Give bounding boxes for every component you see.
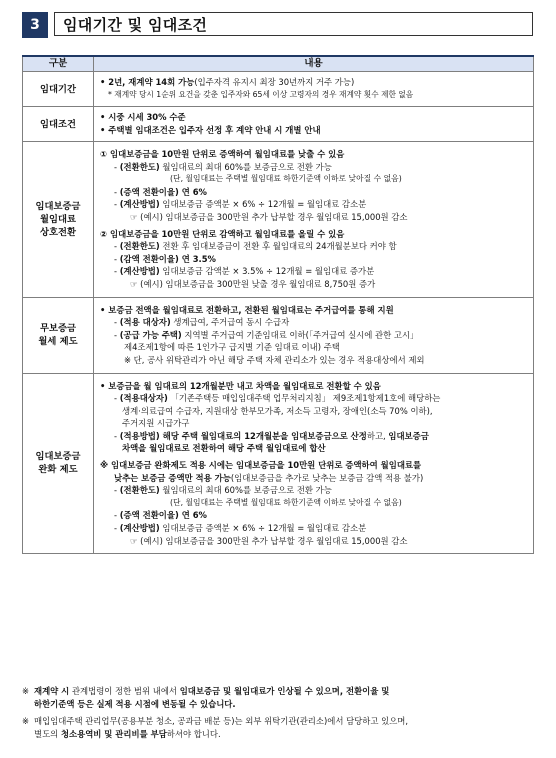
row-category xyxy=(23,142,94,298)
content-line xyxy=(100,253,529,266)
table-row-deposit-relief xyxy=(23,373,534,554)
content-line xyxy=(100,316,529,329)
content-line xyxy=(100,392,529,405)
text: 하셔야 합니다. xyxy=(166,729,221,739)
text: (입주자격 유지시 최장 30년까지 거주 가능) xyxy=(194,77,355,88)
header-content: 내용 xyxy=(94,56,534,72)
row-content xyxy=(94,107,534,142)
text: - xyxy=(114,266,120,277)
category-line: 월세 제도 xyxy=(38,336,78,348)
content-line: 생계·의료급여 수급자, 지원대상 한부모가족, 저소득 고령자, 장애인(소득 70% 이하), xyxy=(122,405,433,416)
category-line: 임대보증금 xyxy=(35,200,81,212)
bold-text: 하한기준액 등은 실제 적용 시점에 변동될 수 있습니다. xyxy=(34,699,236,709)
text: - xyxy=(114,241,120,252)
content-line xyxy=(100,240,529,253)
footnote-1-cont xyxy=(22,698,542,711)
text: - xyxy=(114,317,120,328)
text: 임대보증금 감액분 × 3.5% ÷ 12개월 = 월임대료 증가분 xyxy=(159,266,375,277)
bold-text: (계산방법) xyxy=(119,266,160,277)
text: - xyxy=(114,253,120,264)
content-example: ☞ (예시) 임대보증금을 300만원 추가 납부할 경우 월임대료 15,000원 감소 xyxy=(130,535,408,546)
content-line: 제4조제1항에 따른 1인가구 급지별 기준 임대료 이내) 주택 xyxy=(124,342,340,353)
content-line: 주거지원 시급가구 xyxy=(122,418,190,429)
row-content xyxy=(94,297,534,373)
text: - xyxy=(114,393,120,404)
content-subtitle: ② 임대보증금을 10만원 단위로 감액하고 월임대료를 올릴 수 있음 xyxy=(100,228,345,239)
text: - xyxy=(114,523,120,534)
bold-text: 재계약 시 xyxy=(34,686,70,696)
text: 전환 후 임대보증금이 전환 후 월임대료의 24개월분보다 커야 함 xyxy=(159,241,397,252)
content-note: (단, 월임대료는 주택별 월임대료 하한기준액 이하로 낮아질 수 없음) xyxy=(170,497,402,507)
footnote-2-cont xyxy=(22,728,542,741)
bold-text: (전환한도) xyxy=(119,161,160,172)
category-line: 무보증금 xyxy=(40,323,76,335)
row-content xyxy=(94,72,534,107)
bold-text: (적용대상자) xyxy=(119,393,168,404)
text: 생계급여, 주거급여 동시 수급자 xyxy=(170,317,290,328)
content-line xyxy=(100,522,529,535)
bold-text: (계산방법) xyxy=(119,523,160,534)
content-line: • 주택별 임대조건은 입주자 선정 후 계약 안내 시 개별 안내 xyxy=(100,125,321,135)
content-line xyxy=(100,472,529,485)
text: 월임대료의 최대 60%를 보증금으로 전환 가능 xyxy=(159,161,332,172)
text: 관계법령이 정한 범위 내에서 xyxy=(69,686,180,696)
row-category: 임대조건 xyxy=(23,107,94,142)
section-number: 3 xyxy=(22,12,48,38)
bold-text: (증액 전환이율) 연 6% xyxy=(119,186,207,197)
bold-text: • 2년, 재계약 14회 가능 xyxy=(100,77,195,88)
content-example: ☞ (예시) 임대보증금을 300만원 낮출 경우 월임대료 8,750원 증가 xyxy=(130,278,376,289)
content-line: • 보증금을 월 임대료의 12개월분만 내고 차액을 월임대료로 전환할 수 있음 xyxy=(100,380,381,391)
text: 별도의 xyxy=(34,729,61,739)
bold-text: (계산방법) xyxy=(119,199,160,210)
content-line: • 보증금 전액을 월임대료로 전환하고, 전환된 월임대료는 주거급여를 통해 지원 xyxy=(100,304,394,315)
bold-text: 해당 주택 월임대료의 12개월분을 임대보증금으로 산정 xyxy=(159,430,367,441)
bold-text: 임대보증금 및 월임대료가 인상될 수 있으며, 전환이율 및 xyxy=(179,686,390,696)
row-content xyxy=(94,373,534,554)
bold-text: 임대보증금 xyxy=(388,430,429,441)
note-mark: ※ xyxy=(22,686,30,696)
text: - xyxy=(114,186,120,197)
content-line xyxy=(100,329,529,342)
text: 임대보증금 증액분 × 6% ÷ 12개월 = 월임대료 감소분 xyxy=(159,523,367,534)
text: - xyxy=(114,161,120,172)
content-line xyxy=(100,76,529,89)
text: 임대보증금 증액분 × 6% ÷ 12개월 = 월임대료 감소분 xyxy=(159,199,367,210)
section-header xyxy=(22,12,534,40)
text: 지역별 주거급여 기준임대료 이하(「주거급여 실시에 관한 고시」 xyxy=(181,329,419,340)
table-row-lease-conditions xyxy=(23,107,534,142)
row-category xyxy=(23,297,94,373)
text: - xyxy=(114,329,120,340)
content-notice: ※ 임대보증금 완화제도 적용 시에는 임대보증금을 10만원 단위로 증액하여 월임대료를 xyxy=(100,460,422,471)
table-row-deposit-conversion xyxy=(23,142,534,298)
category-line: 월임대료 xyxy=(40,213,76,225)
text: 하고, xyxy=(366,430,389,441)
content-line xyxy=(100,161,529,174)
note-mark: ※ xyxy=(22,716,30,726)
header-category: 구분 xyxy=(23,56,94,72)
row-content xyxy=(94,142,534,298)
content-subtitle: ① 임대보증금을 10만원 단위로 증액하여 월임대료를 낮출 수 있음 xyxy=(100,149,345,159)
text: 「기존주택등 매입임대주택 업무처리지침」 제9조제1항제1호에 해당하는 xyxy=(167,393,441,404)
content-line xyxy=(100,509,529,522)
bold-text: (적용방법) xyxy=(119,430,160,441)
content-line xyxy=(100,484,529,497)
text: 월임대료의 최대 60%를 보증금으로 전환 가능 xyxy=(159,485,332,496)
content-line xyxy=(100,265,529,278)
footnote-2 xyxy=(22,715,542,728)
bold-text: (감액 전환이율) 연 3.5% xyxy=(119,253,216,264)
text: - xyxy=(114,485,120,496)
content-line: • 시중 시세 30% 수준 xyxy=(100,112,186,123)
bold-text: (전환한도) xyxy=(119,485,160,496)
content-note: * 재계약 당시 1순위 요건을 갖춘 입주자와 65세 이상 고령자의 경우 재계약 횟수 제한 없음 xyxy=(108,90,414,99)
content-line: 차액을 월임대료로 전환하여 해당 주택 월임대료에 합산 xyxy=(122,443,326,454)
bold-text: 청소용역비 및 관리비를 부담 xyxy=(60,729,167,739)
category-line: 임대보증금 xyxy=(35,451,81,463)
text: - xyxy=(114,199,120,210)
content-line xyxy=(100,430,529,443)
table-row-lease-period xyxy=(23,72,534,107)
table-row-no-deposit xyxy=(23,297,534,373)
bold-text: 낮추는 보증금 증액만 적용 가능 xyxy=(114,472,231,483)
row-category xyxy=(23,373,94,554)
content-example: ☞ (예시) 임대보증금을 300만원 추가 납부할 경우 월임대료 15,000원 감소 xyxy=(130,211,408,222)
content-note: ※ 단, 공사 위탁관리가 아닌 해당 주택 자체 관리소가 있는 경우 적용대상에서 제외 xyxy=(124,354,425,365)
row-category: 임대기간 xyxy=(23,72,94,107)
content-note: (단, 월임대료는 주택별 월임대료 하한기준액 이하로 낮아질 수 없음) xyxy=(170,174,402,184)
content-line xyxy=(100,186,529,199)
footnotes xyxy=(22,685,542,741)
bold-text: (증액 전환이율) 연 6% xyxy=(119,510,207,521)
lease-terms-table xyxy=(22,55,534,554)
table-header-row xyxy=(23,56,534,72)
footnote-1 xyxy=(22,685,542,698)
text: - xyxy=(114,510,120,521)
content-line xyxy=(100,198,529,211)
text: 매입임대주택 관리업무(공용부분 청소, 공과금 배분 등)는 외부 위탁기관(관리소)에서 담당하고 있으며, xyxy=(34,716,409,726)
section-title: 임대기간 및 임대조건 xyxy=(63,15,208,34)
text: (임대보증금을 추가로 낮추는 보증금 감액 적용 불가) xyxy=(230,472,424,483)
text: - xyxy=(114,430,120,441)
bold-text: (공급 가능 주택) xyxy=(119,329,182,340)
bold-text: (전환한도) xyxy=(119,241,160,252)
section-title-box xyxy=(54,12,533,36)
category-line: 완화 제도 xyxy=(38,464,78,476)
bold-text: (적용 대상자) xyxy=(119,317,171,328)
category-line: 상호전환 xyxy=(40,226,76,238)
